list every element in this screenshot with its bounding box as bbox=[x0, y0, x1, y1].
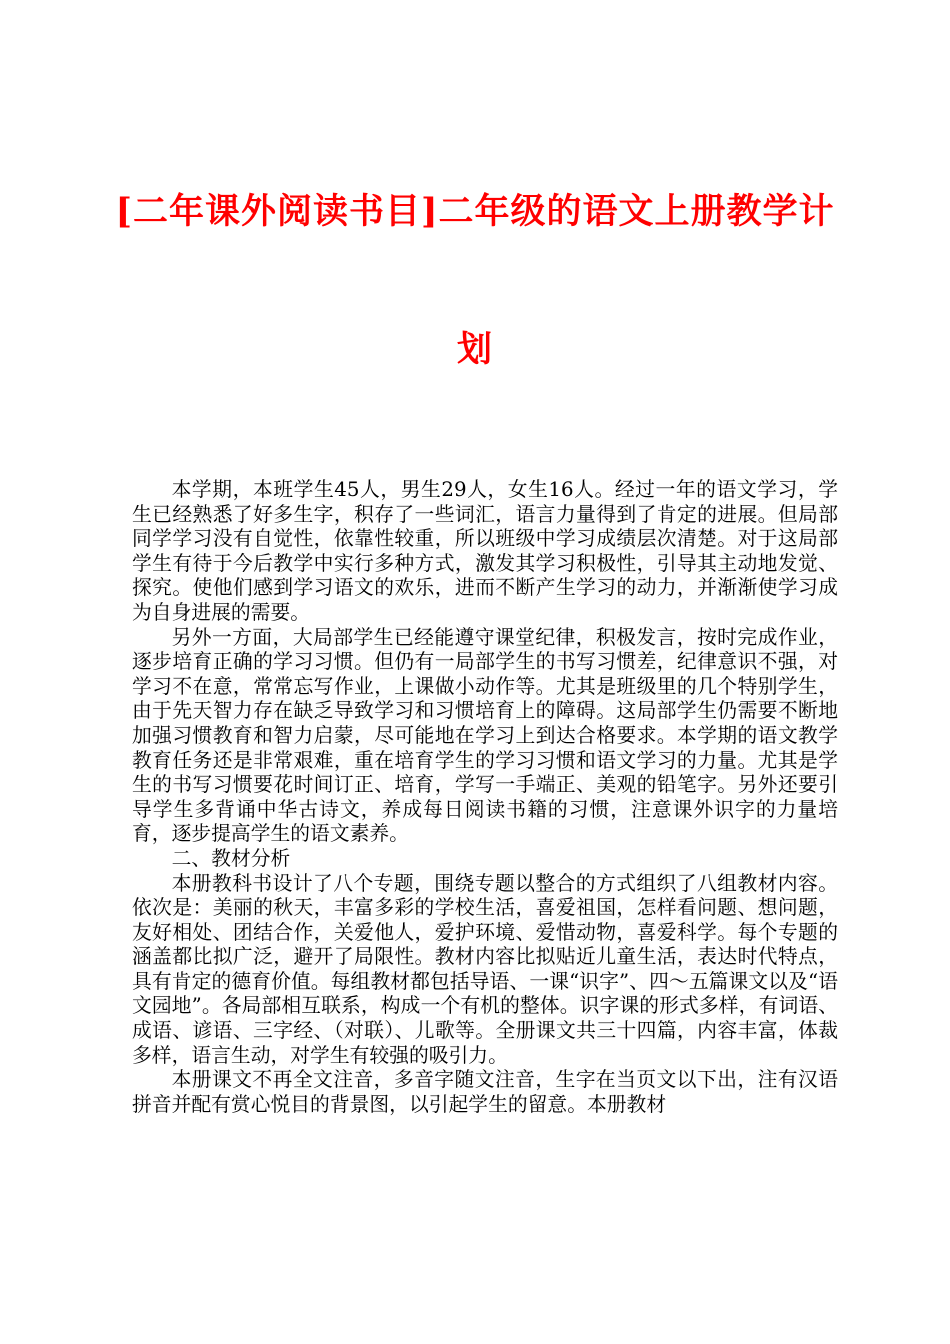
paragraph: 另外一方面，大局部学生已经能遵守课堂纪律，积极发言，按时完成作业，逐步培育正确的学习习惯。但仍有一局部学生的书写习惯差，纪律意识不强，对学习不在意，常常忘写作业，上课做小动作等。尤其是班级里的几个特别学生，由于先天智力存在缺乏导致学习和习惯培育上的障碍。这局部学生仍需要不断地加强习惯教育和智力启蒙，尽可能地在学习上到达合格要求。本学期的语文教学教育任务还是非常艰难，重在培育学生的学习习惯和语文学习的力量。尤其是学生的书写习惯要花时间订正、培育，学写一手端正、美观的铅笔字。另外还要引导学生多背诵中华古诗文，养成每日阅读书籍的习惯，注意课外识字的力量培育，逐步提高学生的语文素养。 bbox=[132, 625, 838, 846]
paragraph: 本学期，本班学生45人，男生29人，女生16人。经过一年的语文学习，学生已经熟悉了好多生字，积存了一些词汇，语言力量得到了肯定的进展。但局部同学学习没有自觉性，依靠性较重，所以班级中学习成绩层次清楚。对于这局部学生有待于今后教学中实行多种方式，激发其学习积极性，引导其主动地发觉、探究。使他们感到学习语文的欢乐，进而不断产生学习的动力，并渐渐使学习成为自身进展的需要。 bbox=[132, 478, 838, 624]
section-heading: 二、教材分析 bbox=[171, 846, 291, 870]
document-title-line-2: 划 bbox=[456, 329, 493, 370]
paragraph: 本册课文不再全文注音，多音字随文注音，生字在当页文以下出，注有汉语拼音并配有赏心悦目的背景图，以引起学生的留意。本册教材 bbox=[132, 1068, 838, 1116]
paragraph: 本册教科书设计了八个专题，围绕专题以整合的方式组织了八组教材内容。依次是：美丽的秋天，丰富多彩的学校生活，喜爱祖国，怎样看问题、想问题，友好相处、团结合作，关爱他人，爱护环境、爱惜动物，喜爱科学。每个专题的涵盖都比拟广泛，避开了局限性。教材内容比拟贴近儿童生活，表达时代特点，具有肯定的德育价值。每组教材都包括导语、一课“识字”、四～五篇课文以及“语文园地”。各局部相互联系，构成一个有机的整体。识字课的形式多样，有词语、成语、谚语、三字经、（对联）、儿歌等。全册课文共三十四篇，内容丰富，体裁多样，语言生动，对学生有较强的吸引力。 bbox=[132, 871, 838, 1067]
document-title-line-1: [二年课外阅读书目]二年级的语文上册教学计 bbox=[115, 191, 835, 232]
document-body bbox=[132, 478, 838, 1117]
